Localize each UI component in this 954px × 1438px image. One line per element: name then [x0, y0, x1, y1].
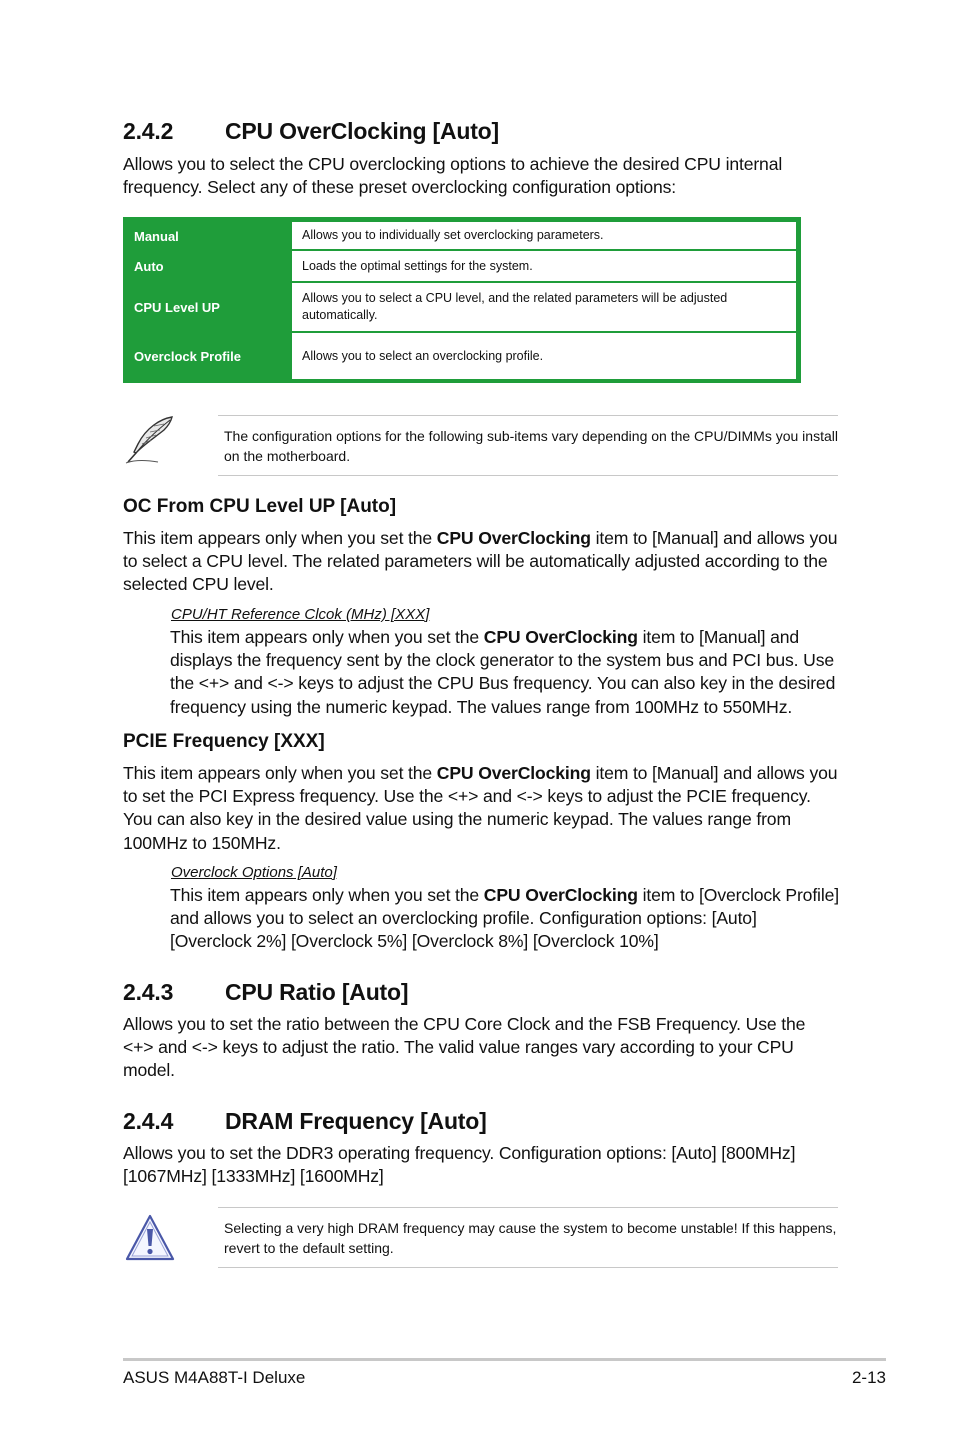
option-key: Auto [134, 259, 164, 274]
section-heading-2-4-2 [123, 118, 499, 145]
table-row [123, 222, 801, 249]
text: This item appears only when you set the [123, 528, 437, 548]
section-title: CPU Ratio [Auto] [225, 979, 409, 1005]
table-row [123, 283, 801, 331]
item-title: Overclock Options [Auto] [171, 864, 337, 881]
text: item to [Manual] and displays the frequency sent by the clock generator to the system bus and PCI bus. Use the <+> and <-> keys to adjust the CPU Bus frequency. You can also key in the desired frequency using the numeric keypad. The values range from 100MHz to 550MHz. [170, 627, 836, 717]
text: This item appears only when you set the [123, 763, 437, 783]
section-heading-2-4-4 [123, 1108, 487, 1135]
feather-pen-icon [124, 414, 176, 466]
warning-text: Selecting a very high DRAM frequency may cause the system to become unstable! If this happens, revert to the default setting. [224, 1219, 837, 1256]
note-text: The configuration options for the following sub-items vary depending on the CPU/DIMMs you install on the motherboard. [224, 427, 838, 464]
option-description: Allows you to select an overclocking profile. [292, 333, 796, 379]
warning-triangle-icon [124, 1212, 176, 1264]
section-number: 2.4.3 [123, 979, 174, 1005]
text: This item appears only when you set the [170, 627, 484, 647]
section-title: DRAM Frequency [Auto] [225, 1108, 487, 1134]
option-key: Overclock Profile [134, 349, 241, 364]
paragraph: Allows you to set the ratio between the CPU Core Clock and the FSB Frequency. Use the <+> and <-> keys to adjust the ratio. The valid value ranges vary according to your CPU model. [123, 1014, 806, 1081]
bold-term: CPU OverClocking [483, 885, 638, 905]
option-description: Allows you to individually set overclocking parameters. [292, 222, 796, 249]
text: This item appears only when you set the [170, 885, 484, 905]
text: item to [Manual] and allows you to set the PCI Express frequency. Use the <+> and <-> keys to adjust the PCIE frequency. You can also key in the desired value using the numeric keypad. The values range from 100MHz to 150MHz. [123, 763, 838, 853]
paragraph [123, 762, 841, 855]
table-row [123, 251, 801, 281]
table-row [123, 333, 801, 379]
footer-product-name: ASUS M4A88T-I Deluxe [123, 1368, 306, 1387]
option-description: Allows you to select a CPU level, and the related parameters will be adjusted automatically. [292, 283, 796, 331]
section-heading-2-4-3 [123, 979, 408, 1006]
options-table [123, 217, 801, 383]
section-number: 2.4.4 [123, 1108, 174, 1134]
section-intro: Allows you to select the CPU overclocking options to achieve the desired CPU internal frequency. Select any of these preset overclocking configuration options: [123, 154, 783, 198]
text: item to [Manual] and allows you to select a CPU level. The related parameters will be automatically adjusted according to the selected CPU level. [123, 528, 838, 595]
note-box [218, 415, 838, 476]
paragraph [170, 626, 840, 719]
paragraph: Allows you to set the DDR3 operating frequency. Configuration options: [Auto] [800MHz] [1067MHz] [1333MHz] [1600MHz] [123, 1143, 796, 1187]
footer-page-number: 2-13 [851, 1368, 886, 1387]
option-key: CPU Level UP [134, 300, 220, 315]
option-key: Manual [134, 229, 179, 244]
warning-box [218, 1207, 838, 1268]
subsection-title: PCIE Frequency [XXX] [123, 731, 325, 752]
paragraph [170, 884, 840, 954]
section-number: 2.4.2 [123, 118, 174, 144]
bold-term: CPU OverClocking [436, 528, 591, 548]
bold-term: CPU OverClocking [483, 627, 638, 647]
option-description: Loads the optimal settings for the system. [292, 251, 796, 281]
item-title: CPU/HT Reference Clcok (MHz) [XXX] [171, 606, 430, 623]
bold-term: CPU OverClocking [436, 763, 591, 783]
footer-divider [123, 1358, 886, 1361]
paragraph [123, 527, 841, 597]
section-title: CPU OverClocking [Auto] [225, 118, 499, 144]
subsection-title: OC From CPU Level UP [Auto] [123, 496, 397, 517]
text: item to [Overclock Profile] and allows you to select an overclocking profile. Configuration options: [Auto] [Overclock 2%] [Overclock 5%] [Overclock 8%] [Overclock 10%] [170, 885, 839, 952]
